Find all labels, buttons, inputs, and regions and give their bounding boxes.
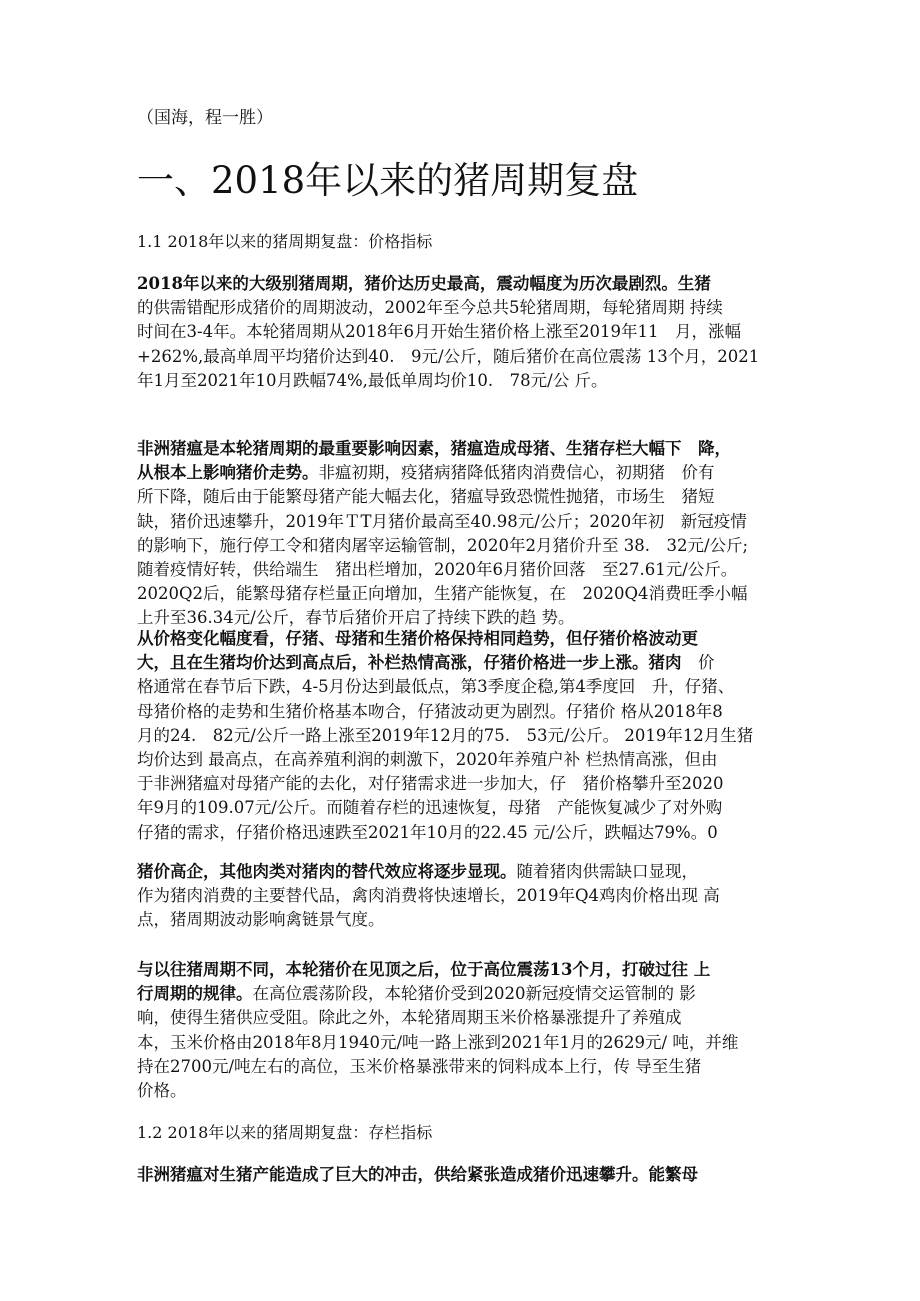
paragraph-line [137,345,797,369]
bold-text: 从价格变化幅度看，仔猪、母猪和生猪价格保持相同趋势，但仔猪价格波动更 [137,629,698,648]
body-text: +262%,最高单周平均猪价达到40. 9元/公斤，随后猪价在高位震荡 13个月，2021 [137,346,760,366]
paragraph-line [137,1079,797,1103]
paragraph-line [137,796,797,820]
paragraph-line [137,369,797,393]
body-text: 年9月的109.07元/公斤。而随着存栏的迅速恢复，母猪 产能恢复减少了对外购 [137,798,723,818]
paragraph-line [137,1055,797,1079]
body-text: 缺，猪价迅速攀升，2019年ＴT月猪价最高至40.98元/公斤；2020年初 新冠疫情 [137,511,747,531]
body-text: 上升至36.34元/公斤，春节后猪价开启了持续下跌的趋 势。 [137,608,575,628]
body-text: 时间在3-4年。本轮猪周期从2018年6月开始生猪价格上涨至2019年11 月，涨幅 [137,322,742,342]
paragraph-line [137,651,797,675]
body-text: 于非洲猪瘟对母猪产能的去化，对仔猪需求进一步加大，仔 猪价格攀升至2020 [137,774,724,794]
body-text: 在高位震荡阶段，本轮猪价受到2020新冠疫情交运管制的 影 [252,984,696,1004]
body-text: 格通常在春节后下跌，4-5月份达到最低点，第3季度企稳,第4季度回 升，仔猪、 [137,677,735,697]
paragraph-line [137,700,797,724]
paragraph-line [137,908,797,932]
bold-text: 大，且在生猪均价达到高点后，补栏热情高涨，仔猪价格进一步上涨。猪肉 [137,653,682,673]
body-text: 持在2700元/吨左右的高位，玉米价格暴涨带来的饲料成本上行，传 导至生猪 [137,1056,702,1076]
body-text: 月的24. 82元/公斤一路上涨至2019年12月的75. 53元/公斤。 2019年12月生猪 [137,725,754,745]
body-text: 均价达到 最高点，在高养殖利润的刺激下，2020年养殖户补 栏热情高涨，但由 [137,749,718,769]
paragraph-2 [137,437,797,631]
body-text: 随着疫情好转，供给端生 猪出栏增加，2020年6月猪价回落 至27.61元/公斤。 [137,559,738,579]
paragraph-line [137,724,797,748]
paragraph-line [137,884,797,908]
paragraph-line [137,1163,797,1187]
paragraph-4 [137,860,797,933]
body-text: 的供需错配形成猪价的周期波动，2002年至今总共5轮猪周期，每轮猪周期 持续 [137,298,723,318]
body-text: 价格。 [137,1080,187,1100]
paragraph-line [137,320,797,344]
body-text: 年1月至2021年10月跌幅74%,最低单周均价10. 78元/公 斤。 [137,370,608,390]
body-text: 母猪价格的走势和生猪价格基本吻合，仔猪波动更为剧烈。仔猪价 格从2018年8 [137,701,723,721]
bold-text: 非洲猪瘟是本轮猪周期的最重要影响因素，猪瘟造成母猪、生猪存栏大幅下 降， [137,439,731,458]
body-text: 价 [681,653,715,673]
body-text: 的影响下，施行停工令和猪肉屠宰运输管制，2020年2月猪价升至 38. 32元/公斤; [137,535,749,555]
paragraph-line [137,534,797,558]
body-text: 非瘟初期，疫猪病猪降低猪肉消费信心，初期猪 价有 [318,463,715,483]
paragraph-line [137,272,797,296]
paragraph-line [137,485,797,509]
paragraph-line [137,582,797,606]
body-text: 仔猪的需求，仔猪价格迅速跌至2021年10月的22.45 元/公斤，跌幅达79%。0 [137,822,718,842]
body-text: 点，猪周期波动影响禽链景气度。 [137,910,385,930]
body-text: 响，使得生猪供应受阻。除此之外，本轮猪周期玉米价格暴涨提升了养殖成 [137,1008,682,1028]
bold-text: 非洲猪瘟对生猪产能造成了巨大的冲击，供给紧张造成猪价迅速攀升。能繁母 [137,1165,698,1184]
paragraph-line [137,748,797,772]
bold-text: 行周期的规律。 [137,984,253,1004]
paragraph-6 [137,1163,797,1187]
body-text: 作为猪肉消费的主要替代品，禽肉消费将快速增长，2019年Q4鸡肉价格出现 高 [137,886,720,906]
bold-text: 从根本上影响猪价走势。 [137,463,319,483]
paragraph-line [137,860,797,884]
bold-text: 猪价高企，其他肉类对猪肉的替代效应将逐步显现。 [137,862,517,881]
paragraph-line [137,558,797,582]
paragraph-line [137,437,797,461]
paragraph-line [137,461,797,485]
body-text: 所下降，随后由于能繁母猪产能大幅去化，猪瘟导致恐慌性抛猪，市场生 猪短 [137,487,715,507]
paragraph-line [137,627,797,651]
section-heading-1-1: 1.1 2018年以来的猪周期复盘：价格指标 [137,232,433,251]
paragraph-line [137,675,797,699]
body-text: 2020Q2后，能繁母猪存栏量正向增加，生猪产能恢复，在 2020Q4消费旺季小幅 [137,584,748,604]
paragraph-line [137,296,797,320]
paragraph-line [137,1031,797,1055]
paragraph-line [137,1006,797,1030]
paragraph-line [137,821,797,845]
paragraph-line [137,510,797,534]
paragraph-line [137,982,797,1006]
paragraph-3 [137,627,797,845]
paragraph-1 [137,272,797,393]
paragraph-line [137,958,797,982]
paragraph-line [137,772,797,796]
section-heading-1-2: 1.2 2018年以来的猪周期复盘：存栏指标 [137,1123,433,1142]
body-text: 随着猪肉供需缺口显现， [516,862,698,881]
byline: （国海，程一胜） [137,108,273,128]
body-text: 本，玉米价格由2018年8月1940元/吨一路上涨到2021年1月的2629元/ 吨，并维 [137,1032,739,1052]
heading-1: 一、2018年以来的猪周期复盘 [137,159,639,202]
paragraph-5 [137,958,797,1103]
bold-text: 2018年以来的大级别猪周期，猪价达历史最高，震动幅度为历次最剧烈。生猪 [137,274,711,293]
bold-text: 与以往猪周期不同，本轮猪价在见顶之后，位于高位震荡13个月，打破过往 上 [137,960,711,979]
